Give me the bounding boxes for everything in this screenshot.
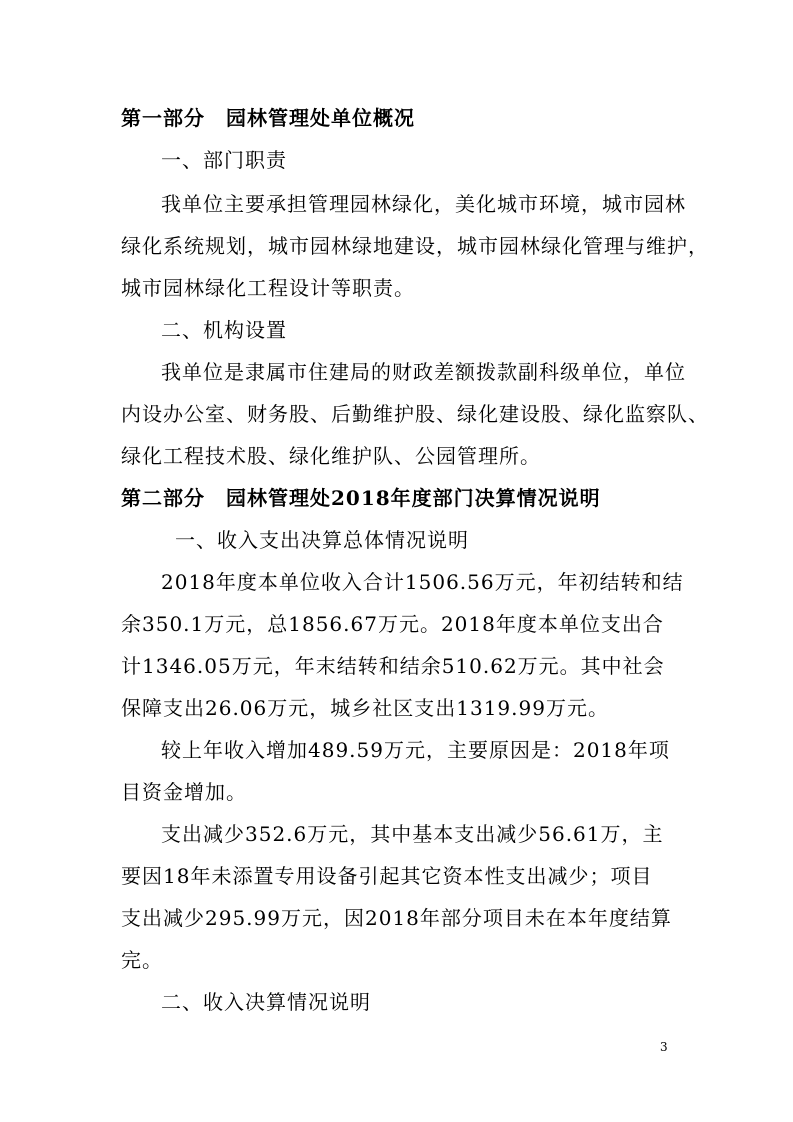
part1-heading: 第一部分 园林管理处单位概况 [121,106,415,130]
paragraph-line: 2018年度本单位收入合计1506.56万元，年初结转和结 [161,570,684,594]
paragraph-line: 保障支出26.06万元，城乡社区支出1319.99万元。 [121,696,609,720]
paragraph-line: 城市园林绿化工程设计等职责。 [121,276,415,300]
paragraph-line: 支出减少352.6万元，其中基本支出减少56.61万，主 [161,822,664,846]
section-title-duties: 一、部门职责 [161,148,287,172]
paragraph-line: 较上年收入增加489.59万元，主要原因是：2018年项 [161,738,670,762]
paragraph-line: 计1346.05万元，年末结转和结余510.62万元。其中社会 [121,654,665,678]
paragraph-line: 内设办公室、财务股、后勤维护股、绿化建设股、绿化监察队、 [121,402,709,426]
section-title-overall: 一、收入支出决算总体情况说明 [175,528,469,552]
page-number: 3 [660,1040,668,1054]
paragraph-line: 我单位主要承担管理园林绿化，美化城市环境，城市园林 [161,192,686,216]
section-title-structure: 二、机构设置 [161,318,287,342]
paragraph-line: 完。 [121,948,163,972]
section-title-income: 二、收入决算情况说明 [161,990,371,1014]
paragraph-line: 余350.1万元，总1856.67万元。2018年度本单位支出合 [121,612,664,636]
paragraph-line: 要因18年未添置专用设备引起其它资本性支出减少；项目 [121,864,653,888]
paragraph-line: 绿化工程技术股、绿化维护队、公园管理所。 [121,444,541,468]
paragraph-line: 我单位是隶属市住建局的财政差额拨款副科级单位，单位 [161,360,686,384]
part2-heading: 第二部分 园林管理处2018年度部门决算情况说明 [121,486,601,510]
paragraph-line: 目资金增加。 [121,780,247,804]
paragraph-line: 绿化系统规划，城市园林绿地建设，城市园林绿化管理与维护， [121,234,709,258]
paragraph-line: 支出减少295.99万元，因2018年部分项目未在本年度结算 [121,906,672,930]
